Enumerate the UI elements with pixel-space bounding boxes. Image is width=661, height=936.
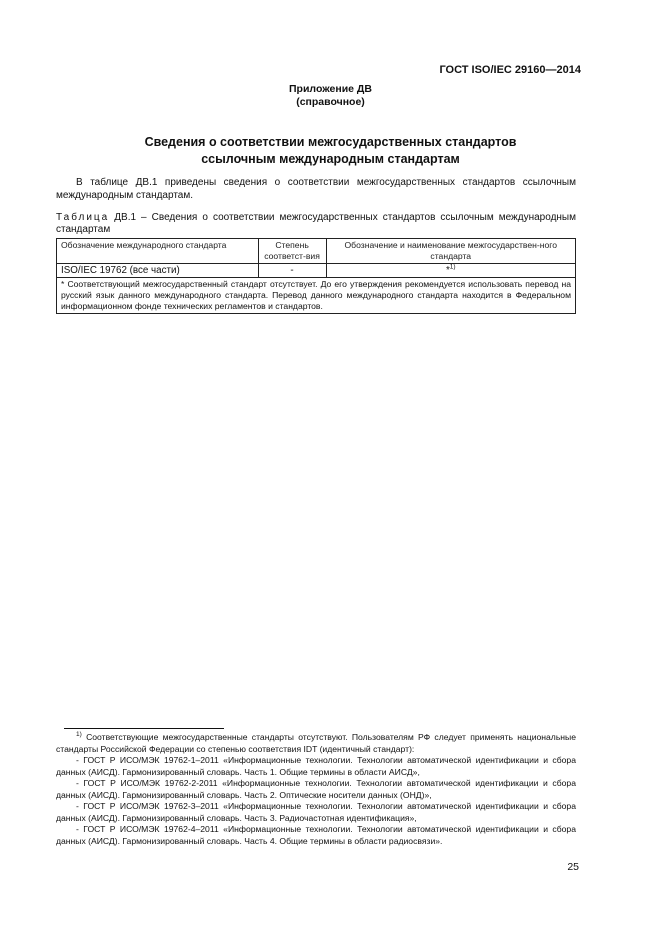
footnote-divider	[64, 728, 224, 729]
table-caption-label: Таблица	[56, 212, 110, 223]
page-number: 25	[567, 861, 579, 873]
table-caption-text: ДВ.1 – Сведения о соответствии межгосударственных стандартов ссылочным международным стандартам	[56, 212, 576, 235]
header-interstate-standard: Обозначение и наименование межгосударствен-ного стандарта	[326, 239, 575, 264]
cell-intl-standard: ISO/IEC 19762 (все части)	[57, 264, 259, 278]
footnote-lead-text: Соответствующие межгосударственные стандарты отсутствуют. Пользователям РФ следует применять национальные стандарты Российской Федерации со степенью соответствия IDT (идентичный стандарт):	[56, 732, 576, 754]
cell-interstate-standard	[326, 264, 575, 278]
footnotes	[56, 732, 576, 847]
section-title-line-1: Сведения о соответствии межгосударственных стандартов	[144, 135, 517, 149]
table-note: * Соответствующий межгосударственный стандарт отсутствует. До его утверждения рекомендуется использовать перевод на русский язык данного международного стандарта. Перевод данного международного стандарта находится в Федеральном информационном фонде технических регламентов и стандартов.	[57, 278, 576, 314]
table-row	[57, 264, 576, 278]
footnote-item: - ГОСТ Р ИСО/МЭК 19762-2-2011 «Информационные технологии. Технологии автоматической идентификации и сбора данных (АИСД). Гармонизированный словарь. Часть 2. Оптические носители данных (ОНД)»,	[56, 778, 576, 800]
footnote-item: - ГОСТ Р ИСО/МЭК 19762-1–2011 «Информационные технологии. Технологии автоматической идентификации и сбора данных (АИСД). Гармонизированный словарь. Часть 1. Общие термины в области АИСД»,	[56, 755, 576, 777]
section-title-line-2: ссылочным международным стандартам	[201, 152, 460, 166]
footnote-marker: 1)	[76, 731, 82, 739]
footnote-lead	[56, 732, 576, 755]
header-intl-standard: Обозначение международного стандарта	[57, 239, 259, 264]
cell-degree: -	[258, 264, 326, 278]
standards-table	[56, 238, 576, 314]
cell-interstate-marker: *	[445, 265, 450, 276]
table-note-row	[57, 278, 576, 314]
intro-paragraph: В таблице ДВ.1 приведены сведения о соответствии межгосударственных стандартов ссылочным международным стандартам.	[56, 177, 576, 201]
header-degree: Степень соответст-вия	[258, 239, 326, 264]
annex-title: Приложение ДВ	[289, 83, 372, 95]
annex-subtitle: (справочное)	[296, 96, 365, 108]
section-title	[0, 134, 661, 168]
footnote-item: - ГОСТ Р ИСО/МЭК 19762-4–2011 «Информационные технологии. Технологии автоматической идентификации и сбора данных (АИСД). Гармонизированный словарь. Часть 4. Общие термины в области радиосвязи».	[56, 824, 576, 846]
document-code: ГОСТ ISO/IEC 29160—2014	[439, 64, 581, 76]
table-caption	[56, 212, 576, 236]
table-header-row	[57, 239, 576, 264]
footnote-ref: 1)	[449, 263, 456, 271]
footnote-item: - ГОСТ Р ИСО/МЭК 19762-3–2011 «Информационные технологии. Технологии автоматической идентификации и сбора данных (АИСД). Гармонизированный словарь. Часть 3. Радиочастотная идентификация»,	[56, 801, 576, 823]
